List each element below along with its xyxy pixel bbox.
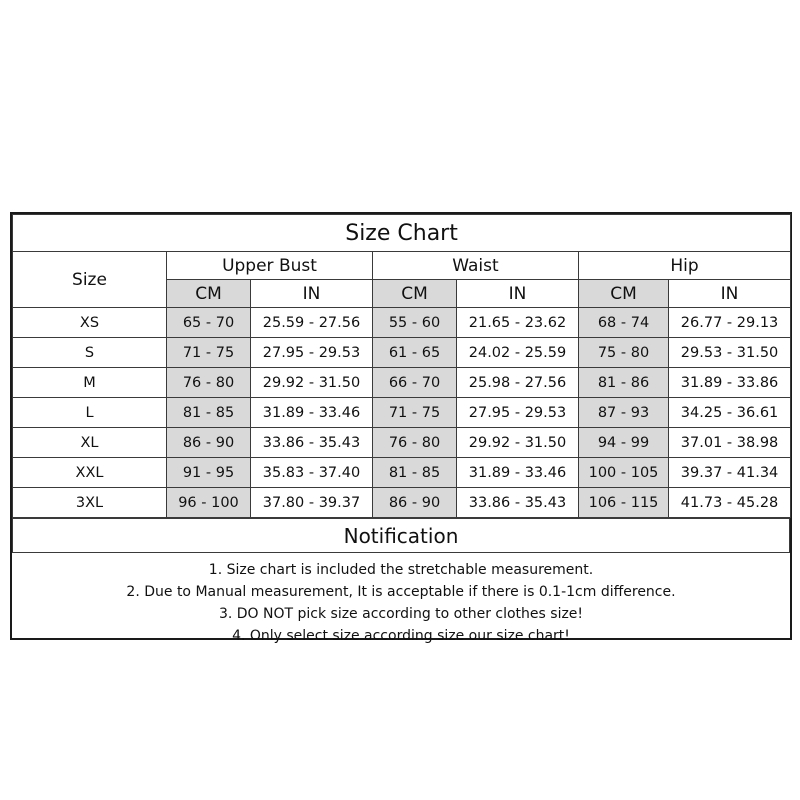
size-label: S xyxy=(13,338,167,368)
table-row xyxy=(13,458,791,488)
in-range-cell: 35.83 - 37.40 xyxy=(251,458,373,488)
in-range-cell: 33.86 - 35.43 xyxy=(457,488,579,518)
unit-header-in: IN xyxy=(251,280,373,308)
in-range-cell: 21.65 - 23.62 xyxy=(457,308,579,338)
table-row xyxy=(13,428,791,458)
in-range-cell: 34.25 - 36.61 xyxy=(669,398,791,428)
in-range-cell: 29.92 - 31.50 xyxy=(457,428,579,458)
table-row xyxy=(13,398,791,428)
size-label: L xyxy=(13,398,167,428)
in-range-cell: 25.59 - 27.56 xyxy=(251,308,373,338)
in-range-cell: 31.89 - 33.86 xyxy=(669,368,791,398)
table-row xyxy=(13,368,791,398)
cm-range-cell: 81 - 85 xyxy=(167,398,251,428)
cm-range-cell: 55 - 60 xyxy=(373,308,457,338)
in-range-cell: 27.95 - 29.53 xyxy=(457,398,579,428)
size-label: XL xyxy=(13,428,167,458)
unit-header-in: IN xyxy=(669,280,791,308)
waist-header: Waist xyxy=(373,252,579,280)
notification-line: 2. Due to Manual measurement, It is acceptable if there is 0.1-1cm difference. xyxy=(126,584,676,600)
cm-range-cell: 68 - 74 xyxy=(579,308,669,338)
cm-range-cell: 76 - 80 xyxy=(167,368,251,398)
in-range-cell: 37.80 - 39.37 xyxy=(251,488,373,518)
cm-range-cell: 81 - 85 xyxy=(373,458,457,488)
in-range-cell: 41.73 - 45.28 xyxy=(669,488,791,518)
size-column-header: Size xyxy=(13,252,167,308)
in-range-cell: 25.98 - 27.56 xyxy=(457,368,579,398)
in-range-cell: 33.86 - 35.43 xyxy=(251,428,373,458)
upper-bust-header: Upper Bust xyxy=(167,252,373,280)
cm-range-cell: 65 - 70 xyxy=(167,308,251,338)
in-range-cell: 39.37 - 41.34 xyxy=(669,458,791,488)
notification-line: 3. DO NOT pick size according to other clothes size! xyxy=(218,606,584,622)
in-range-cell: 31.89 - 33.46 xyxy=(457,458,579,488)
cm-range-cell: 94 - 99 xyxy=(579,428,669,458)
in-range-cell: 24.02 - 25.59 xyxy=(457,338,579,368)
in-range-cell: 31.89 - 33.46 xyxy=(251,398,373,428)
cm-range-cell: 71 - 75 xyxy=(167,338,251,368)
unit-header-cm: CM xyxy=(373,280,457,308)
table-row xyxy=(13,488,791,518)
cm-range-cell: 86 - 90 xyxy=(167,428,251,458)
cm-range-cell: 61 - 65 xyxy=(373,338,457,368)
notification-list xyxy=(12,553,790,647)
cm-range-cell: 106 - 115 xyxy=(579,488,669,518)
size-label: XS xyxy=(13,308,167,338)
cm-range-cell: 76 - 80 xyxy=(373,428,457,458)
cm-range-cell: 81 - 86 xyxy=(579,368,669,398)
in-range-cell: 29.92 - 31.50 xyxy=(251,368,373,398)
unit-header-in: IN xyxy=(457,280,579,308)
size-chart-table xyxy=(12,214,791,518)
in-range-cell: 26.77 - 29.13 xyxy=(669,308,791,338)
cm-range-cell: 91 - 95 xyxy=(167,458,251,488)
size-label: 3XL xyxy=(13,488,167,518)
table-row xyxy=(13,338,791,368)
notification-line: 4. Only select size according size our size chart! xyxy=(232,628,570,644)
cm-range-cell: 96 - 100 xyxy=(167,488,251,518)
cm-range-cell: 87 - 93 xyxy=(579,398,669,428)
size-chart-sheet xyxy=(10,212,792,644)
table-row xyxy=(13,308,791,338)
notification-section xyxy=(12,518,790,553)
notification-title: Notification xyxy=(13,519,790,553)
size-label: XXL xyxy=(13,458,167,488)
unit-header-cm: CM xyxy=(167,280,251,308)
cm-range-cell: 75 - 80 xyxy=(579,338,669,368)
hip-header: Hip xyxy=(579,252,791,280)
cm-range-cell: 66 - 70 xyxy=(373,368,457,398)
in-range-cell: 27.95 - 29.53 xyxy=(251,338,373,368)
cm-range-cell: 71 - 75 xyxy=(373,398,457,428)
cm-range-cell: 100 - 105 xyxy=(579,458,669,488)
unit-header-cm: CM xyxy=(579,280,669,308)
size-label: M xyxy=(13,368,167,398)
notification-line: 1. Size chart is included the stretchable measurement. xyxy=(208,562,594,578)
in-range-cell: 29.53 - 31.50 xyxy=(669,338,791,368)
in-range-cell: 37.01 - 38.98 xyxy=(669,428,791,458)
chart-title: Size Chart xyxy=(13,215,791,252)
cm-range-cell: 86 - 90 xyxy=(373,488,457,518)
